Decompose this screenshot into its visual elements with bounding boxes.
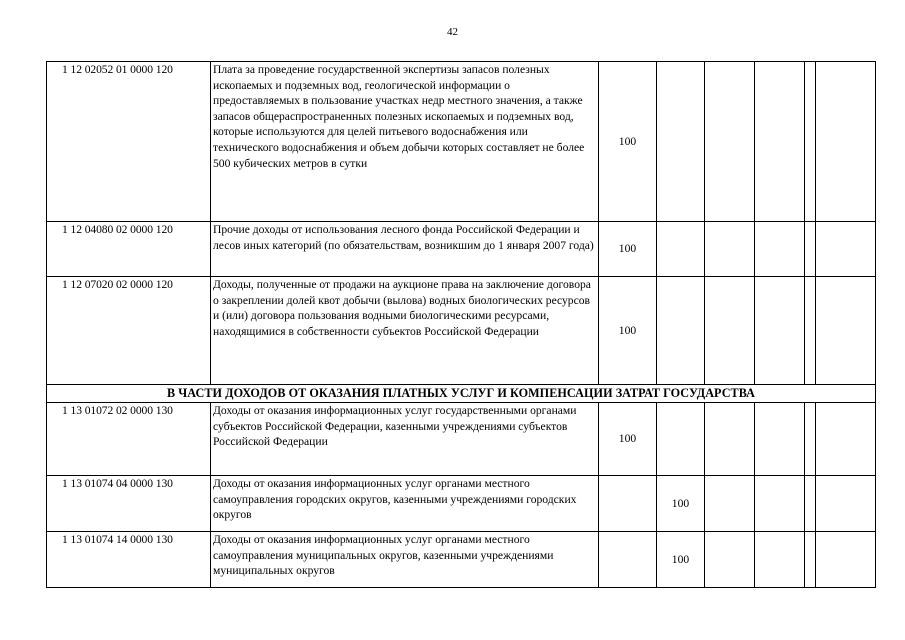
table-row (47, 532, 876, 588)
value-cell (705, 62, 755, 222)
revenue-code: 1 13 01074 04 0000 130 (47, 476, 211, 532)
budget-revenue-table (46, 61, 876, 588)
value-cell: 100 (599, 403, 657, 476)
value-cell (599, 532, 657, 588)
value-cell (805, 222, 816, 277)
value-cell (805, 476, 816, 532)
revenue-description: Плата за проведение государственной экспертизы запасов полезных ископаемых и подземных вод, геологической информации о предоставляемых в пользование участках недр местного значения, а также запасов общераспространенных полезных ископаемых и подземных вод, которые используются для целей питьевого водоснабжения или технического водоснабжения и объем добычи которых составляет не более 500 кубических метров в сутки (211, 62, 599, 222)
value-cell (816, 62, 876, 222)
table-row (47, 476, 876, 532)
value-cell (755, 403, 805, 476)
value-cell: 100 (599, 62, 657, 222)
value-cell (657, 222, 705, 277)
revenue-code: 1 13 01074 14 0000 130 (47, 532, 211, 588)
value-cell (805, 277, 816, 385)
value-cell (816, 222, 876, 277)
table-row (47, 277, 876, 385)
revenue-description: Доходы от оказания информационных услуг органами местного самоуправления муниципальных округов, казенными учреждениями муниципальных округов (211, 532, 599, 588)
value-cell (657, 403, 705, 476)
page-number: 42 (447, 26, 458, 38)
value-cell (705, 476, 755, 532)
table-row (47, 222, 876, 277)
section-heading: В ЧАСТИ ДОХОДОВ ОТ ОКАЗАНИЯ ПЛАТНЫХ УСЛУГ И КОМПЕНСАЦИИ ЗАТРАТ ГОСУДАРСТВА (47, 385, 876, 403)
value-cell (805, 532, 816, 588)
value-cell (657, 277, 705, 385)
revenue-description: Доходы от оказания информационных услуг органами местного самоуправления городских округов, казенными учреждениями городских округов (211, 476, 599, 532)
revenue-code: 1 12 07020 02 0000 120 (47, 277, 211, 385)
value-cell: 100 (599, 277, 657, 385)
value-cell (805, 62, 816, 222)
value-cell (755, 62, 805, 222)
value-cell (599, 476, 657, 532)
value-cell (816, 532, 876, 588)
revenue-description: Доходы, полученные от продажи на аукционе права на заключение договора о закреплении долей квот добычи (вылова) водных биологических ресурсов и (или) договора пользования водными биологическими ресурсами, находящимися в собственности субъектов Российской Федерации (211, 277, 599, 385)
value-cell (816, 277, 876, 385)
revenue-description: Прочие доходы от использования лесного фонда Российской Федерации и лесов иных категорий (по обязательствам, возникшим до 1 января 2007 года) (211, 222, 599, 277)
value-cell (816, 476, 876, 532)
value-cell: 100 (657, 476, 705, 532)
table-row (47, 403, 876, 476)
value-cell (755, 532, 805, 588)
revenue-code: 1 12 02052 01 0000 120 (47, 62, 211, 222)
value-cell (705, 403, 755, 476)
value-cell (705, 277, 755, 385)
value-cell (705, 532, 755, 588)
revenue-code: 1 13 01072 02 0000 130 (47, 403, 211, 476)
table-row (47, 62, 876, 222)
value-cell: 100 (657, 532, 705, 588)
value-cell (805, 403, 816, 476)
value-cell: 100 (599, 222, 657, 277)
value-cell (755, 222, 805, 277)
revenue-code: 1 12 04080 02 0000 120 (47, 222, 211, 277)
value-cell (705, 222, 755, 277)
section-heading-row (47, 385, 876, 403)
value-cell (657, 62, 705, 222)
value-cell (816, 403, 876, 476)
revenue-description: Доходы от оказания информационных услуг государственными органами субъектов Российской Федерации, казенными учреждениями субъектов Российской Федерации (211, 403, 599, 476)
value-cell (755, 476, 805, 532)
value-cell (755, 277, 805, 385)
